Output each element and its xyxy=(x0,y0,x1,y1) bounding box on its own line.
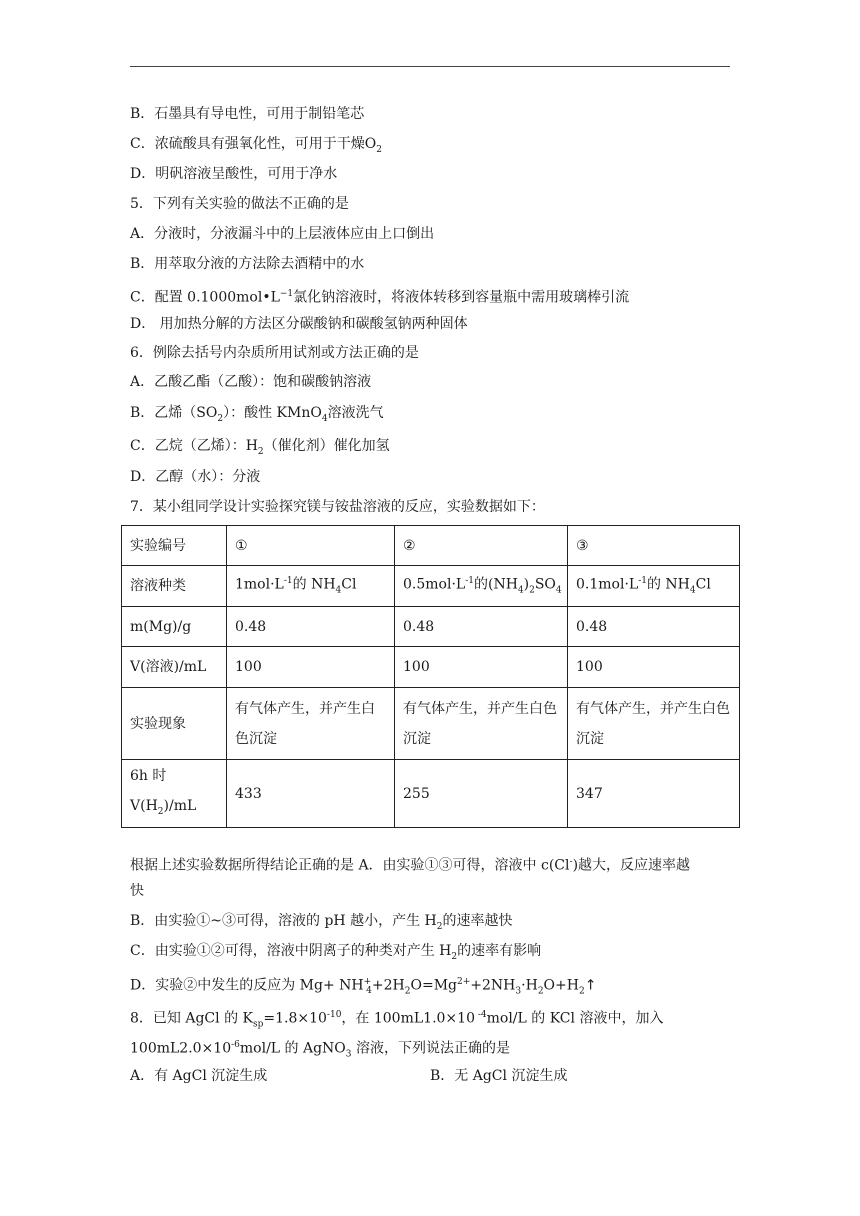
q7-stem: 7．某小组同学设计实验探究镁与铵盐溶液的反应，实验数据如下： xyxy=(130,499,545,515)
table-cell: 0.48 xyxy=(395,607,568,647)
table-cell: ② xyxy=(395,526,568,566)
up-arrow-icon: ↑ xyxy=(584,977,597,994)
q7-option-b: B．由实验①~③可得，溶液的 pH 越小，产生 $H_2$的速率越快 xyxy=(130,913,513,932)
q5-stem: 5．下列有关实验的做法不正确的是 xyxy=(130,196,349,212)
table-row xyxy=(122,647,740,688)
experiment-table xyxy=(121,525,740,828)
q8-stem-line1: 8．已知 AgCl 的 $K_{sp}=1.8\times 10^{-10}$，在 100mL1.0×10 $^{-4}$mol/L 的 KCl 溶液中，加入 xyxy=(130,1010,664,1030)
table-cell: 6h 时 $V(H_2)/mL$ xyxy=(122,760,227,828)
table-cell: 0.48 xyxy=(568,607,740,647)
q6-option-b: B．乙烯$(SO_2)$：酸性 KMnO$_4$溶液洗气 xyxy=(130,405,384,424)
q8-stem-line2: $100mL2.0\times 10^{-6}mol/L$ 的 AgNO$_3$ 溶液，下列说法正确的是 xyxy=(130,1040,510,1060)
q6-stem: 6．例除去括号内杂质所用试剂或方法正确的是 xyxy=(130,345,419,361)
table-cell: 溶液种类 xyxy=(122,566,227,607)
table-row xyxy=(122,526,740,566)
table-cell: 347 xyxy=(568,760,740,828)
table-cell: 实验编号 xyxy=(122,526,227,566)
table-cell: 100 xyxy=(227,647,395,688)
q6-option-a: A．乙酸乙酯（乙酸）：饱和碳酸钠溶液 xyxy=(130,374,372,390)
table-cell: $1mol\cdot L^{-1}$的 $NH_4Cl$ xyxy=(227,566,395,607)
table-cell: ③ xyxy=(568,526,740,566)
q5-option-b: B．用萃取分液的方法除去酒精中的水 xyxy=(130,256,365,272)
table-cell: 255 xyxy=(395,760,568,828)
table-cell: m(Mg)/g xyxy=(122,607,227,647)
q4-option-b: B．石墨具有导电性，可用于制铅笔芯 xyxy=(130,106,365,122)
q5-option-d: D． 用加热分解的方法区分碳酸钠和碳酸氢钠两种固体 xyxy=(130,316,468,332)
q4-option-d: D．明矾溶液呈酸性，可用于净水 xyxy=(130,166,338,182)
q5-option-c: C．配置 $0.1000mol•L^{-1}$氯化钠溶液时，将液体转移到容量瓶中需用玻璃棒引流 xyxy=(130,289,630,306)
table-cell: 有气体产生，并产生白色沉淀 xyxy=(227,688,395,760)
q4-option-c: C．浓硫酸具有强氧化性，可用于干燥$O_2$ xyxy=(130,136,382,155)
table-cell: $0.1mol\cdot L^{-1}$的 $NH_4Cl$ xyxy=(568,566,740,607)
q8-option-b: B．无 AgCl 沉淀生成 xyxy=(430,1068,568,1084)
header-rule xyxy=(130,66,730,67)
table-cell: $0.5mol\cdot L^{-1}$的$(NH_4)_2SO_4$ xyxy=(395,566,568,607)
table-cell: 433 xyxy=(227,760,395,828)
q7-option-d: D．实验②中发生的反应为 $Mg+ NH^+_4+2H_2O=Mg^{2+}+2NH_3\cdot H_2O+H_2↑$ xyxy=(130,977,597,997)
table-cell: 有气体产生，并产生白色沉淀 xyxy=(395,688,568,760)
table-cell: V(溶液)/mL xyxy=(122,647,227,688)
table-cell: 100 xyxy=(568,647,740,688)
table-cell: ① xyxy=(227,526,395,566)
q5-option-a: A．分液时，分液漏斗中的上层液体应由上口倒出 xyxy=(130,226,435,242)
table-row xyxy=(122,760,740,828)
q8-option-a: A．有 AgCl 沉淀生成 xyxy=(130,1068,268,1084)
q6-option-c: C．乙烷（乙烯）：$H_2$（催化剂）催化加氢 xyxy=(130,438,390,457)
table-row xyxy=(122,566,740,607)
table-cell: 0.48 xyxy=(227,607,395,647)
table-cell: 有气体产生，并产生白色沉淀 xyxy=(568,688,740,760)
q7-conclusion-line2: 快 xyxy=(130,883,144,899)
table-cell: 100 xyxy=(395,647,568,688)
q7-option-c: C．由实验①②可得，溶液中阴离子的种类对产生 $H_2$的速率有影响 xyxy=(130,943,542,962)
table-row xyxy=(122,688,740,760)
table-cell: 实验现象 xyxy=(122,688,227,760)
table-row xyxy=(122,607,740,647)
q7-conclusion-line1: 根据上述实验数据所得结论正确的是 A．由实验①③可得，溶液中 c(Cl-)越大，反应速率越 xyxy=(130,857,691,874)
q6-option-d: D．乙醇（水）：分液 xyxy=(130,469,261,485)
